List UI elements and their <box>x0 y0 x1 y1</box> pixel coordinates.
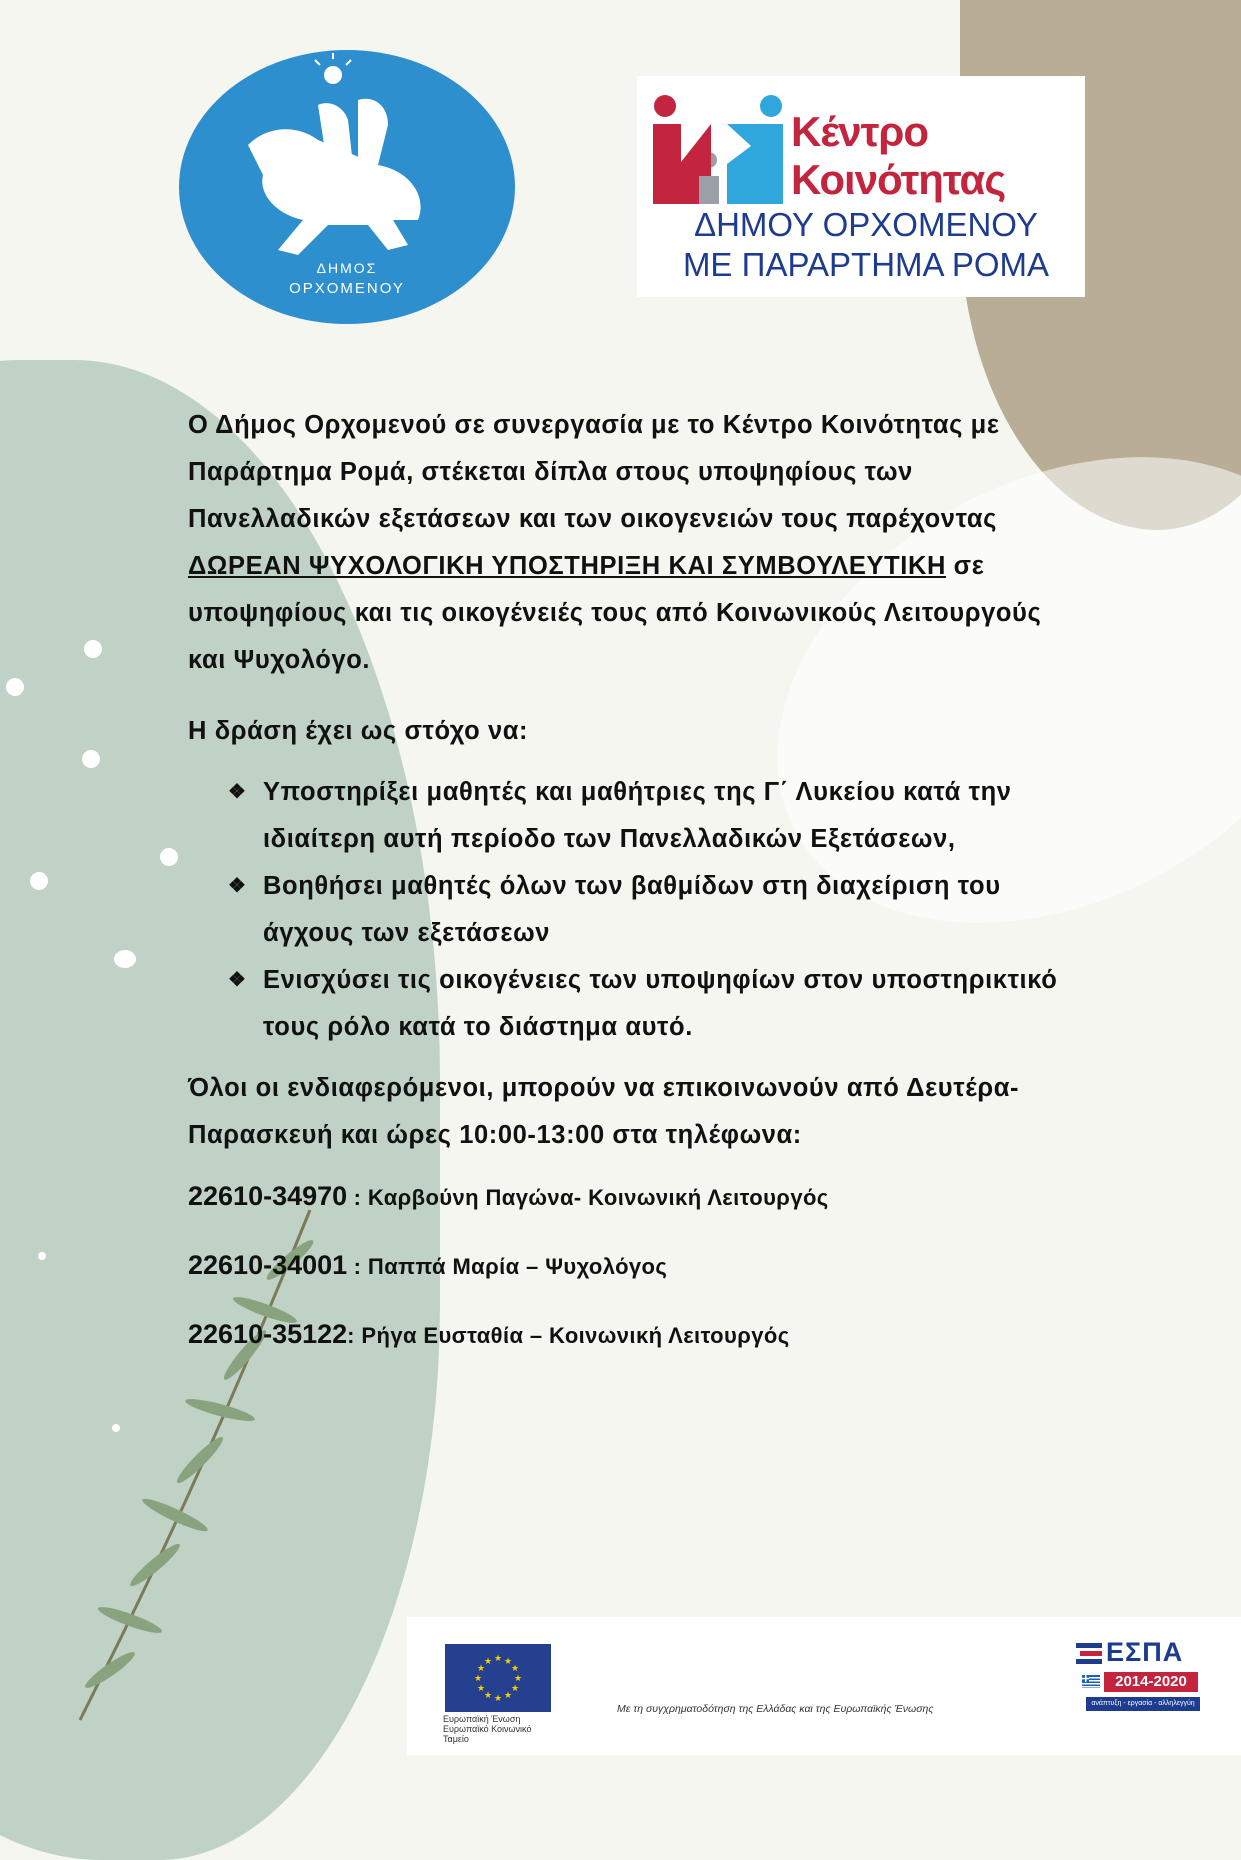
svg-text:ΔΗΜΟΣ: ΔΗΜΟΣ <box>316 260 378 276</box>
diamond-bullet-icon: ❖ <box>228 875 247 897</box>
intro-text-end: σε υποψηφίους και τις οικογένειές τους από Κοινωνικούς Λειτουργούς και Ψυχολόγο. <box>188 552 1042 674</box>
phone-separator: : <box>347 1254 368 1279</box>
svg-text:★: ★ <box>476 1664 486 1674</box>
funding-footer <box>407 1617 1241 1755</box>
phone-number: 22610-35122 <box>188 1319 348 1349</box>
intro-text-start: Ο Δήμος Ορχομενού σε συνεργασία με το Κέντρο Κοινότητας με Παράρτημα Ρομά, στέκεται δίπλα στους υποψηφίους των Πανελλαδικών εξετάσεων και των οικογενειών τους παρέχοντας <box>188 411 1000 533</box>
svg-text:★: ★ <box>473 1674 483 1684</box>
phone-contact-row <box>188 1311 1068 1359</box>
cofunding-statement: Με τη συγχρηματοδότηση της Ελλάδας και της Ευρωπαϊκής Ένωσης <box>617 1703 934 1715</box>
greek-flag-icon <box>1082 1675 1100 1688</box>
eu-stars-icon <box>445 1644 551 1712</box>
intro-paragraph <box>188 402 1068 684</box>
goal-item <box>228 769 1068 863</box>
center-logo-line4: ΜΕ ΠΑΡΑΡΤΗΜΑ ΡΟΜΑ <box>682 246 1050 283</box>
diamond-bullet-icon: ❖ <box>228 969 247 991</box>
svg-text:★: ★ <box>476 1684 486 1694</box>
svg-text:★: ★ <box>483 1657 493 1667</box>
espa-stripes-icon <box>1076 1641 1104 1667</box>
espa-logo <box>1076 1637 1208 1717</box>
svg-text:★: ★ <box>510 1684 520 1694</box>
diamond-bullet-icon: ❖ <box>228 781 247 803</box>
goals-list <box>188 769 1068 1051</box>
phone-contact-row <box>188 1242 1068 1290</box>
municipality-of-orchomenos-logo <box>178 45 516 325</box>
eu-caption: Ευρωπαϊκή Ένωση Ευρωπαϊκό Κοινωνικό Ταμείο <box>443 1714 532 1744</box>
svg-text:★: ★ <box>493 1694 503 1704</box>
contact-intro: Όλοι οι ενδιαφερόμενοι, μπορούν να επικοινωνούν από Δευτέρα-Παρασκευή και ώρες 10:00-13:00 στα τηλέφωνα: <box>188 1074 1020 1149</box>
community-people-icon <box>651 84 787 214</box>
goal-item-text: Βοηθήσει μαθητές όλων των βαθμίδων στη διαχείριση του άγχους των εξετάσεων <box>263 872 1001 947</box>
goal-item <box>228 957 1068 1051</box>
center-logo-line1: Κέντρο <box>791 108 929 155</box>
espa-title: ΕΣΠΑ <box>1106 1637 1184 1667</box>
goal-item-text: Ενισχύσει τις οικογένειες των υποψηφίων στον υποστηρικτικό τους ρόλο κατά το διάστημα αυτό. <box>263 966 1058 1041</box>
phone-separator: : <box>347 1323 362 1348</box>
svg-text:★: ★ <box>503 1691 513 1701</box>
intro-highlight: ΔΩΡΕΑΝ ΨΥΧΟΛΟΓΙΚΗ ΥΠΟΣΤΗΡΙΞΗ ΚΑΙ ΣΥΜΒΟΥΛΕΥΤΙΚΗ <box>188 552 946 580</box>
community-center-logo <box>637 76 1085 297</box>
espa-tagline: ανάπτυξη - εργασία - αλληλεγγύη <box>1086 1697 1200 1711</box>
svg-text:ΟΡΧΟΜΕΝΟΥ: ΟΡΧΟΜΕΝΟΥ <box>289 280 405 297</box>
eu-flag-icon <box>445 1644 551 1712</box>
announcement-body <box>188 402 1068 1380</box>
center-logo-line3: ΔΗΜΟΥ ΟΡΧΟΜΕΝΟΥ <box>694 206 1038 243</box>
contact-person: Παππά Μαρία – Ψυχολόγος <box>367 1254 668 1279</box>
contact-person: Καρβούνη Παγώνα- Κοινωνική Λειτουργός <box>367 1185 829 1210</box>
phone-number: 22610-34001 <box>188 1250 348 1280</box>
espa-years: 2014-2020 <box>1104 1672 1198 1692</box>
goals-heading: Η δράση έχει ως στόχο να: <box>188 717 529 745</box>
svg-text:★: ★ <box>510 1664 520 1674</box>
svg-text:★: ★ <box>503 1657 513 1667</box>
svg-text:★: ★ <box>513 1674 523 1684</box>
phone-number: 22610-34970 <box>188 1181 348 1211</box>
goal-item-text: Υποστηρίξει μαθητές και μαθήτριες της Γ΄ Λυκείου κατά την ιδιαίτερη αυτή περίοδο των Πανελλαδικών Εξετάσεων, <box>263 778 1012 853</box>
phone-separator: : <box>347 1185 368 1210</box>
phone-contact-row <box>188 1173 1068 1221</box>
svg-text:★: ★ <box>493 1654 503 1664</box>
contact-person: Ρήγα Ευσταθία – Κοινωνική Λειτουργός <box>361 1323 790 1348</box>
svg-text:★: ★ <box>483 1691 493 1701</box>
center-logo-line2: Κοινότητας <box>791 156 1006 203</box>
goal-item <box>228 863 1068 957</box>
